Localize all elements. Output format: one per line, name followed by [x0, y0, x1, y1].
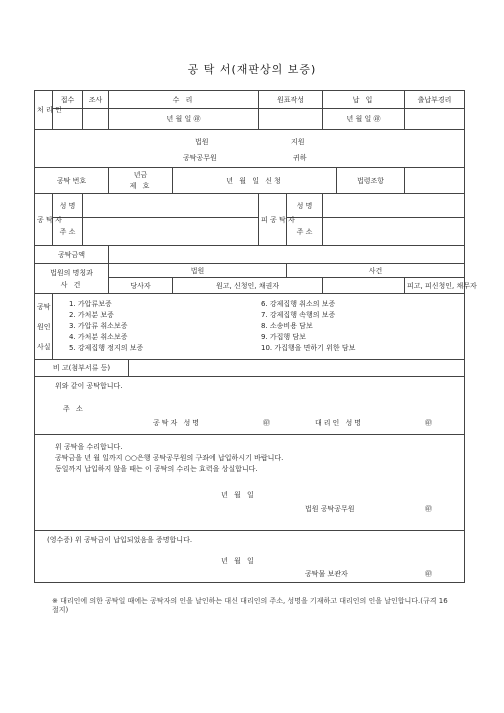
acceptance-line-3: 동일까지 납입하지 않을 때는 이 공탁의 수리는 효력을 상실합니다. [55, 464, 258, 473]
remarks-label: 비 고(첨부서류 등) [35, 360, 129, 377]
header-receipt: 접수 [53, 91, 83, 109]
depositor-signature-label: 공탁자 성명 [153, 418, 202, 427]
respondent-label: 피 공 탁 자 [259, 194, 287, 246]
review-cell[interactable] [83, 109, 109, 130]
reason-list [53, 294, 465, 360]
court-name-label: 법원 [109, 264, 287, 278]
acceptance-line-2: 공탁금을 년 월 일까지 ○○은행 공탁공무원의 구좌에 납입하시기 바랍니다. [55, 453, 284, 462]
respondent-name-field[interactable] [323, 194, 465, 218]
header-accept: 수 리 [109, 91, 259, 109]
reason-label-1: 공탁 [37, 302, 51, 311]
case-name-label: 사건 [287, 264, 465, 278]
acceptance-line-1: 위 공탁을 수리합니다. [55, 442, 123, 451]
reason-item[interactable]: 9. 가집행 담보 [261, 333, 306, 341]
party-defendant-text: 피고, 피신청인, 채무자 [407, 281, 477, 290]
ledger-cell[interactable] [259, 109, 323, 130]
deposit-form [34, 90, 477, 583]
party-plaintiff[interactable]: 원고, 신청인, 채권자 [173, 278, 323, 294]
reason-item[interactable]: 10. 가집행을 면하기 위한 담보 [261, 344, 356, 352]
acceptance-date: 년 월 일 [221, 490, 256, 499]
reason-item[interactable]: 3. 가압류 취소보증 [69, 322, 128, 330]
header-ledger: 원표작성 [259, 91, 323, 109]
reason-item[interactable]: 1. 가압류보증 [69, 300, 112, 308]
case-label-line1: 법원의 명칭과 [50, 268, 93, 277]
reason-label [35, 294, 53, 360]
depositor-name-field[interactable] [83, 194, 259, 218]
agent-seal[interactable]: ㊞ [425, 418, 432, 427]
receipt-signer: 공탁물 보관자 [305, 569, 348, 578]
cashier-cell[interactable] [405, 109, 465, 130]
depositor-seal[interactable]: ㊞ [263, 418, 270, 427]
depositor-address-field[interactable] [83, 218, 259, 246]
amount-field[interactable] [109, 246, 465, 264]
agent-signature-label: 대리인 성명 [315, 418, 364, 427]
request-address-label: 주 소 [63, 404, 85, 413]
request-text: 위와 같이 공탁합니다. [55, 381, 123, 390]
reason-item[interactable]: 6. 강제집행 취소의 보증 [261, 300, 336, 308]
officer-label: 공탁공무원 [183, 153, 217, 162]
header-review: 조사 [83, 91, 109, 109]
header-payment: 납 입 [323, 91, 405, 109]
reason-item[interactable]: 8. 소송비용 담보 [261, 322, 313, 330]
form-title: 공 탁 서(재판상의 보증) [187, 63, 317, 76]
party-defendant[interactable] [405, 278, 477, 294]
party-middle-field[interactable] [323, 278, 405, 294]
acceptance-block [35, 435, 465, 531]
acceptance-seal[interactable]: ㊞ [425, 504, 432, 513]
respondent-name-label: 성 명 [287, 194, 323, 218]
court-label: 법원 [195, 137, 209, 146]
apply-date[interactable]: 년 월 일 신청 [173, 168, 337, 194]
depositor-name-label: 성 명 [53, 194, 83, 218]
reason-label-3: 사실 [37, 342, 51, 351]
remarks-field[interactable] [129, 360, 465, 377]
deposit-number-label: 공탁 번호 [35, 168, 109, 194]
acceptance-signer: 법원 공탁공무원 [305, 504, 355, 513]
accept-date[interactable]: 년 월 일 ㊞ [109, 109, 259, 130]
amount-label: 공탁금액 [35, 246, 109, 264]
case-label [35, 264, 109, 294]
reason-label-2: 원인 [37, 322, 51, 331]
court-address-block [35, 130, 465, 168]
reason-item[interactable]: 2. 가처분 보증 [69, 311, 114, 319]
depositor-address-label: 주 소 [53, 218, 83, 246]
deposit-number-field[interactable] [109, 168, 173, 194]
number-label: 제 호 [129, 181, 152, 190]
reason-item[interactable]: 7. 강제집행 속행의 보증 [261, 311, 336, 319]
year-label: 년금 [133, 170, 148, 179]
payment-date[interactable]: 년 월 일 ㊞ [323, 109, 405, 130]
receipt-text: (영수증) 위 공탁금이 납입되었음을 증명합니다. [47, 535, 193, 544]
receipt-seal[interactable]: ㊞ [425, 569, 432, 578]
respondent-address-field[interactable] [323, 218, 465, 246]
processor-label: 처 리 인 [35, 91, 53, 130]
party-label: 당사자 [109, 278, 173, 294]
branch-label: 지원 [291, 137, 305, 146]
case-label-line2: 사 건 [60, 280, 83, 289]
reason-item[interactable]: 4. 가처분 취소보증 [69, 333, 128, 341]
receipt-block [35, 531, 465, 583]
request-block [35, 377, 465, 435]
reason-item[interactable]: 5. 강제집행 정지의 보증 [69, 344, 144, 352]
honorific-label: 귀하 [293, 153, 307, 162]
header-cashier: 출납부경리 [405, 91, 465, 109]
statute-label: 법령조항 [337, 168, 405, 194]
statute-field[interactable] [405, 168, 465, 194]
footnote: ※ 대리인에 의한 공탁일 때에는 공탁자의 인을 날인하는 대신 대리인의 주소, 성명을 기재하고 대리인의 인을 날인합니다.(규격 16절지) [52, 597, 448, 614]
depositor-label: 공 탁 자 [35, 194, 53, 246]
receipt-date: 년 월 일 [221, 556, 256, 565]
respondent-address-label: 주 소 [287, 218, 323, 246]
